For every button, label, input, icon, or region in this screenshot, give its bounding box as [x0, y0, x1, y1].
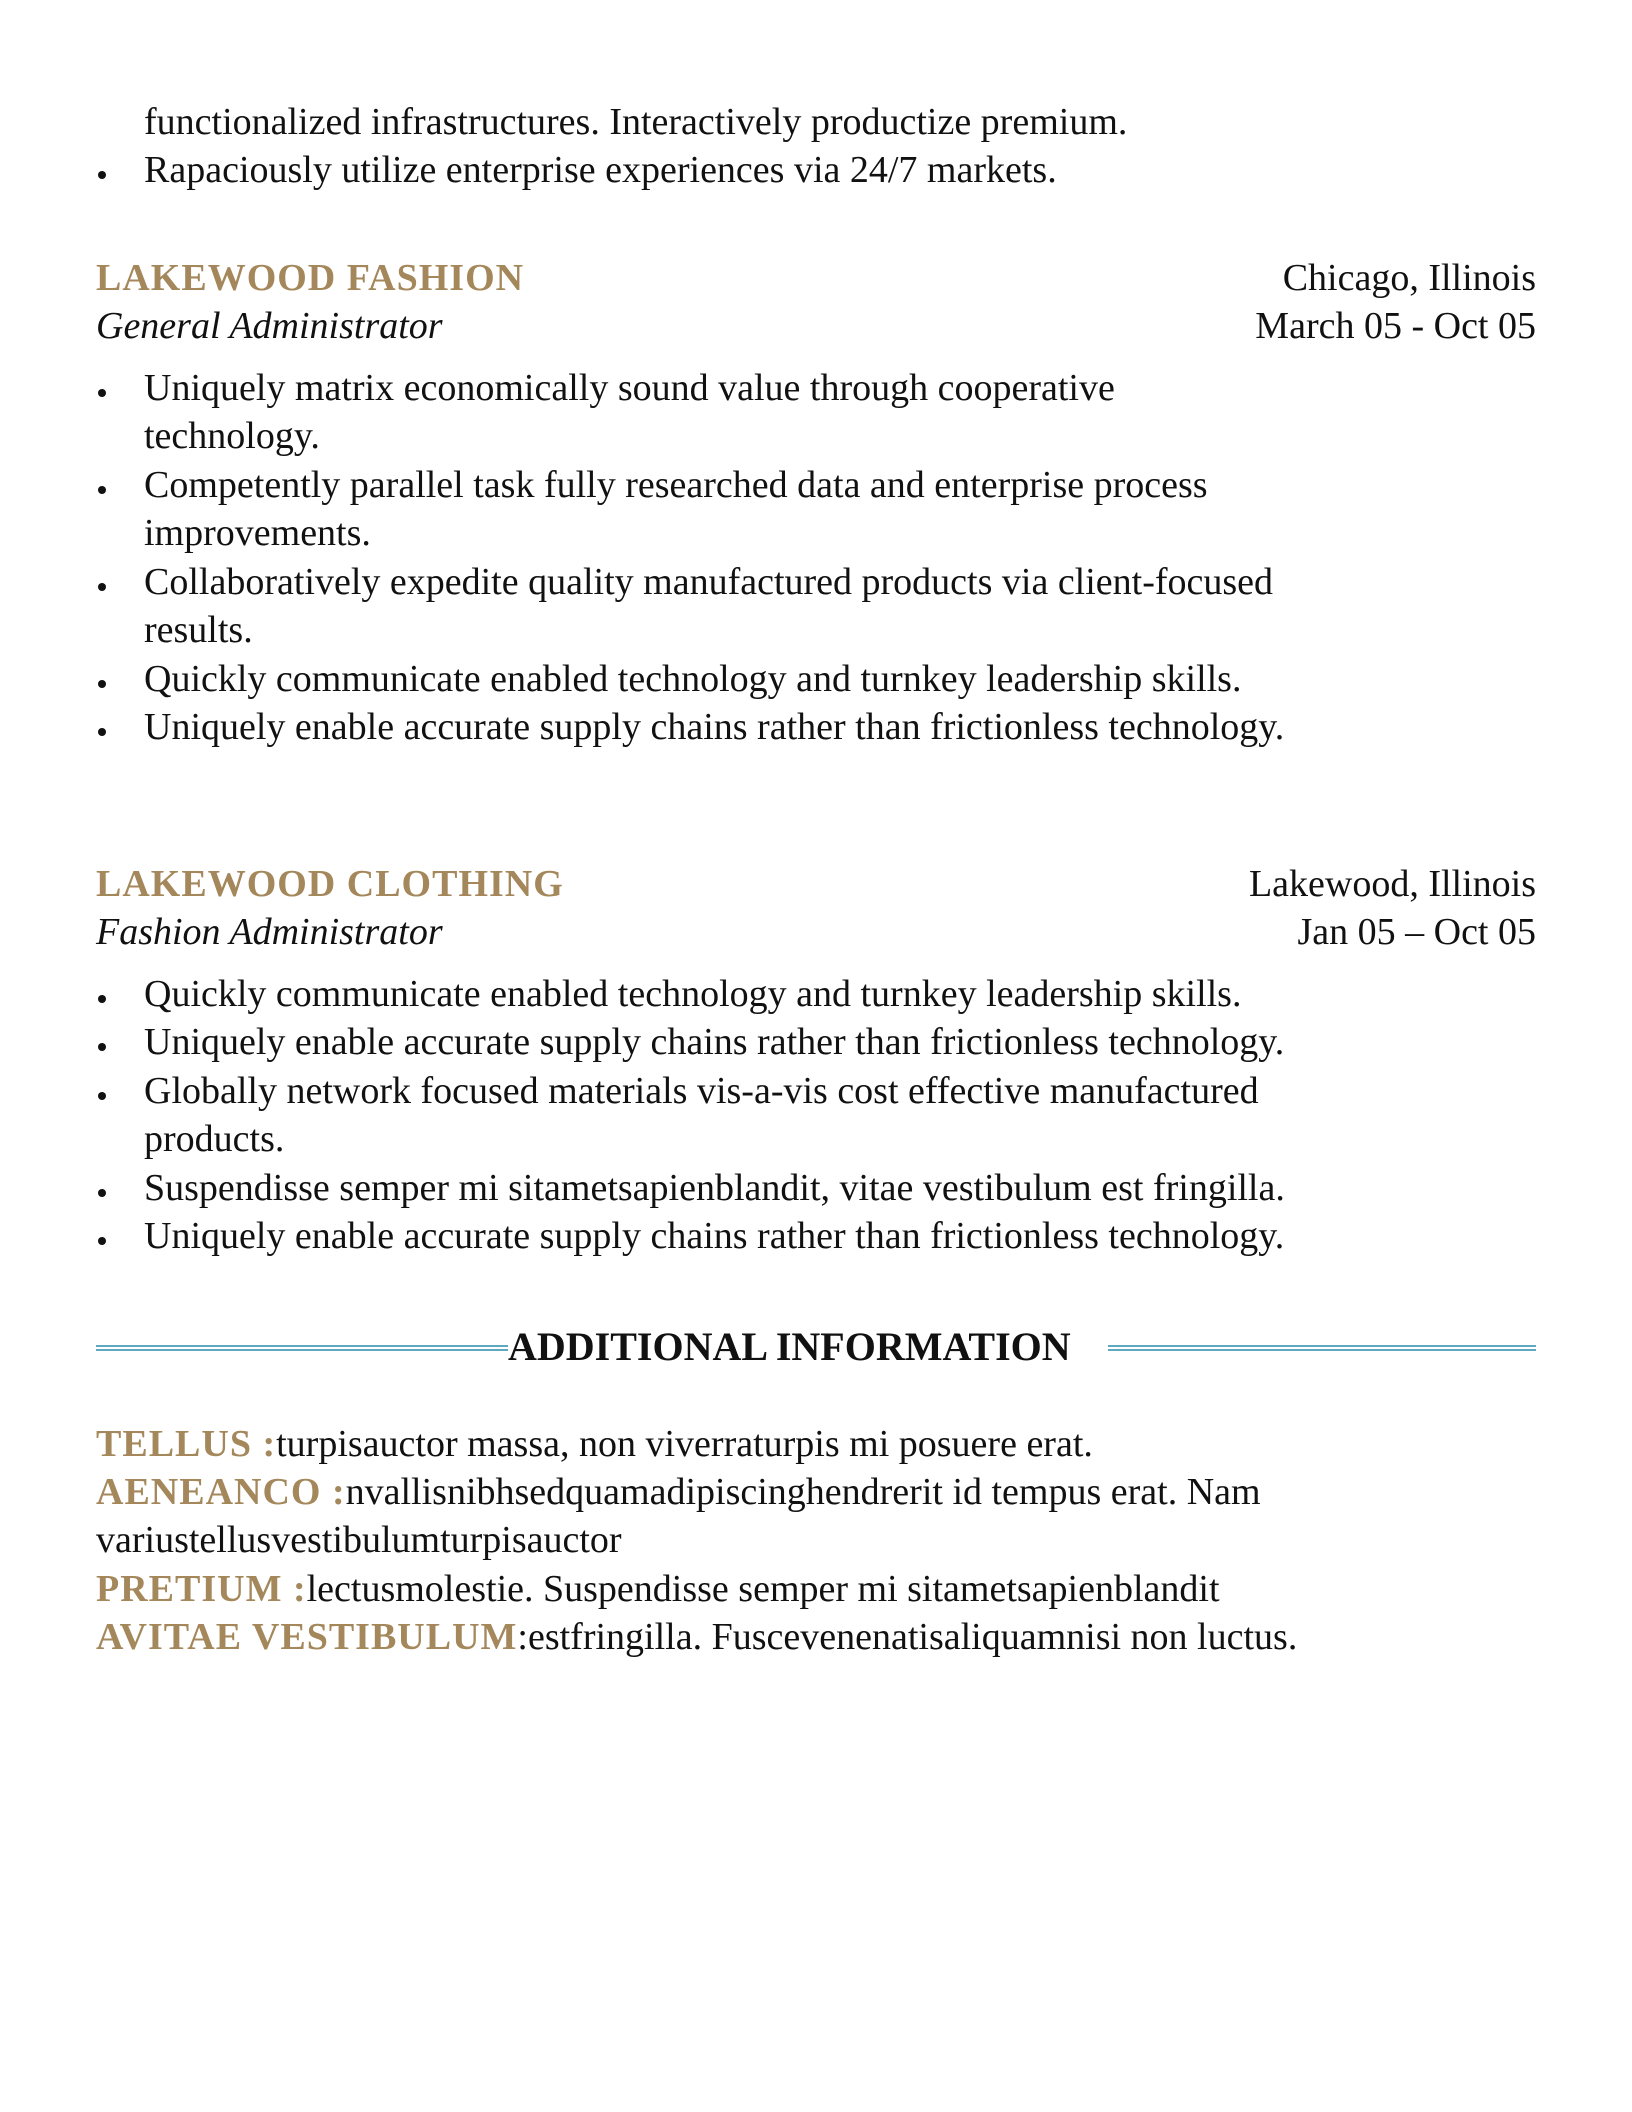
bullet-item: Uniquely matrix economically sound value through cooperative	[144, 367, 1115, 409]
bullet-item: Collaboratively expedite quality manufactured products via client-focused	[144, 561, 1274, 603]
resume-content	[96, 0, 1536, 2112]
bullet-icon	[98, 1092, 106, 1100]
bullet-item-continuation: technology.	[144, 415, 320, 457]
bullet-item: Quickly communicate enabled technology and turnkey leadership skills.	[144, 658, 1242, 700]
info-item	[96, 1613, 1297, 1661]
section-title: ADDITIONAL INFORMATION	[508, 1324, 1071, 1369]
info-key: PRETIUM :	[96, 1568, 307, 1610]
bullet-icon	[98, 1237, 106, 1245]
bullet-icon	[98, 680, 106, 688]
info-item-continuation: variustellusvestibulumturpisauctor	[96, 1519, 622, 1561]
info-item	[96, 1420, 1093, 1468]
bullet-item: Quickly communicate enabled technology and turnkey leadership skills.	[144, 973, 1242, 1015]
info-value: turpisauctor massa, non viverraturpis mi posuere erat.	[276, 1423, 1093, 1465]
bullet-icon	[98, 995, 106, 1003]
section-rule-right	[1108, 1345, 1536, 1351]
info-item	[96, 1565, 1220, 1613]
job-dates: Jan 05 – Oct 05	[1297, 911, 1536, 953]
bullet-icon	[98, 389, 106, 397]
bullet-item: Uniquely enable accurate supply chains rather than frictionless technology.	[144, 706, 1285, 748]
company-name: LAKEWOOD CLOTHING	[96, 863, 564, 905]
info-key: TELLUS :	[96, 1423, 277, 1465]
info-key: AVITAE VESTIBULUM	[96, 1616, 518, 1658]
continued-bullet-line: functionalized infrastructures. Interactively productize premium.	[144, 101, 1128, 143]
bullet-item: Globally network focused materials vis-a-vis cost effective manufactured	[144, 1070, 1259, 1112]
job-title: General Administrator	[96, 305, 443, 347]
bullet-item: Uniquely enable accurate supply chains rather than frictionless technology.	[144, 1021, 1285, 1063]
bullet-item-continuation: results.	[144, 609, 253, 651]
bullet-icon	[98, 1043, 106, 1051]
job-dates: March 05 - Oct 05	[1255, 305, 1536, 347]
bullet-item: Suspendisse semper mi sitametsapienblandit, vitae vestibulum est fringilla.	[144, 1167, 1285, 1209]
info-value: nvallisnibhsedquamadipiscinghendrerit id tempus erat. Nam	[345, 1471, 1261, 1513]
bullet-icon	[98, 1189, 106, 1197]
bullet-icon	[98, 486, 106, 494]
job-title: Fashion Administrator	[96, 911, 443, 953]
bullet-item: Rapaciously utilize enterprise experiences via 24/7 markets.	[144, 149, 1057, 191]
section-rule-left	[96, 1345, 508, 1351]
bullet-icon	[98, 583, 106, 591]
bullet-icon	[98, 171, 106, 179]
info-key: AENEANCO :	[96, 1471, 346, 1513]
bullet-item-continuation: improvements.	[144, 512, 371, 554]
bullet-item: Uniquely enable accurate supply chains rather than frictionless technology.	[144, 1215, 1285, 1257]
job-location: Lakewood, Illinois	[1248, 863, 1536, 905]
info-value: :estfringilla. Fuscevenenatisaliquamnisi non luctus.	[517, 1616, 1298, 1658]
bullet-item-continuation: products.	[144, 1118, 285, 1160]
bullet-icon	[98, 728, 106, 736]
job-location: Chicago, Illinois	[1282, 257, 1536, 299]
company-name: LAKEWOOD FASHION	[96, 257, 525, 299]
info-value: lectusmolestie. Suspendisse semper mi sitametsapienblandit	[306, 1568, 1220, 1610]
info-item	[96, 1468, 1261, 1516]
bullet-item: Competently parallel task fully researched data and enterprise process	[144, 464, 1208, 506]
